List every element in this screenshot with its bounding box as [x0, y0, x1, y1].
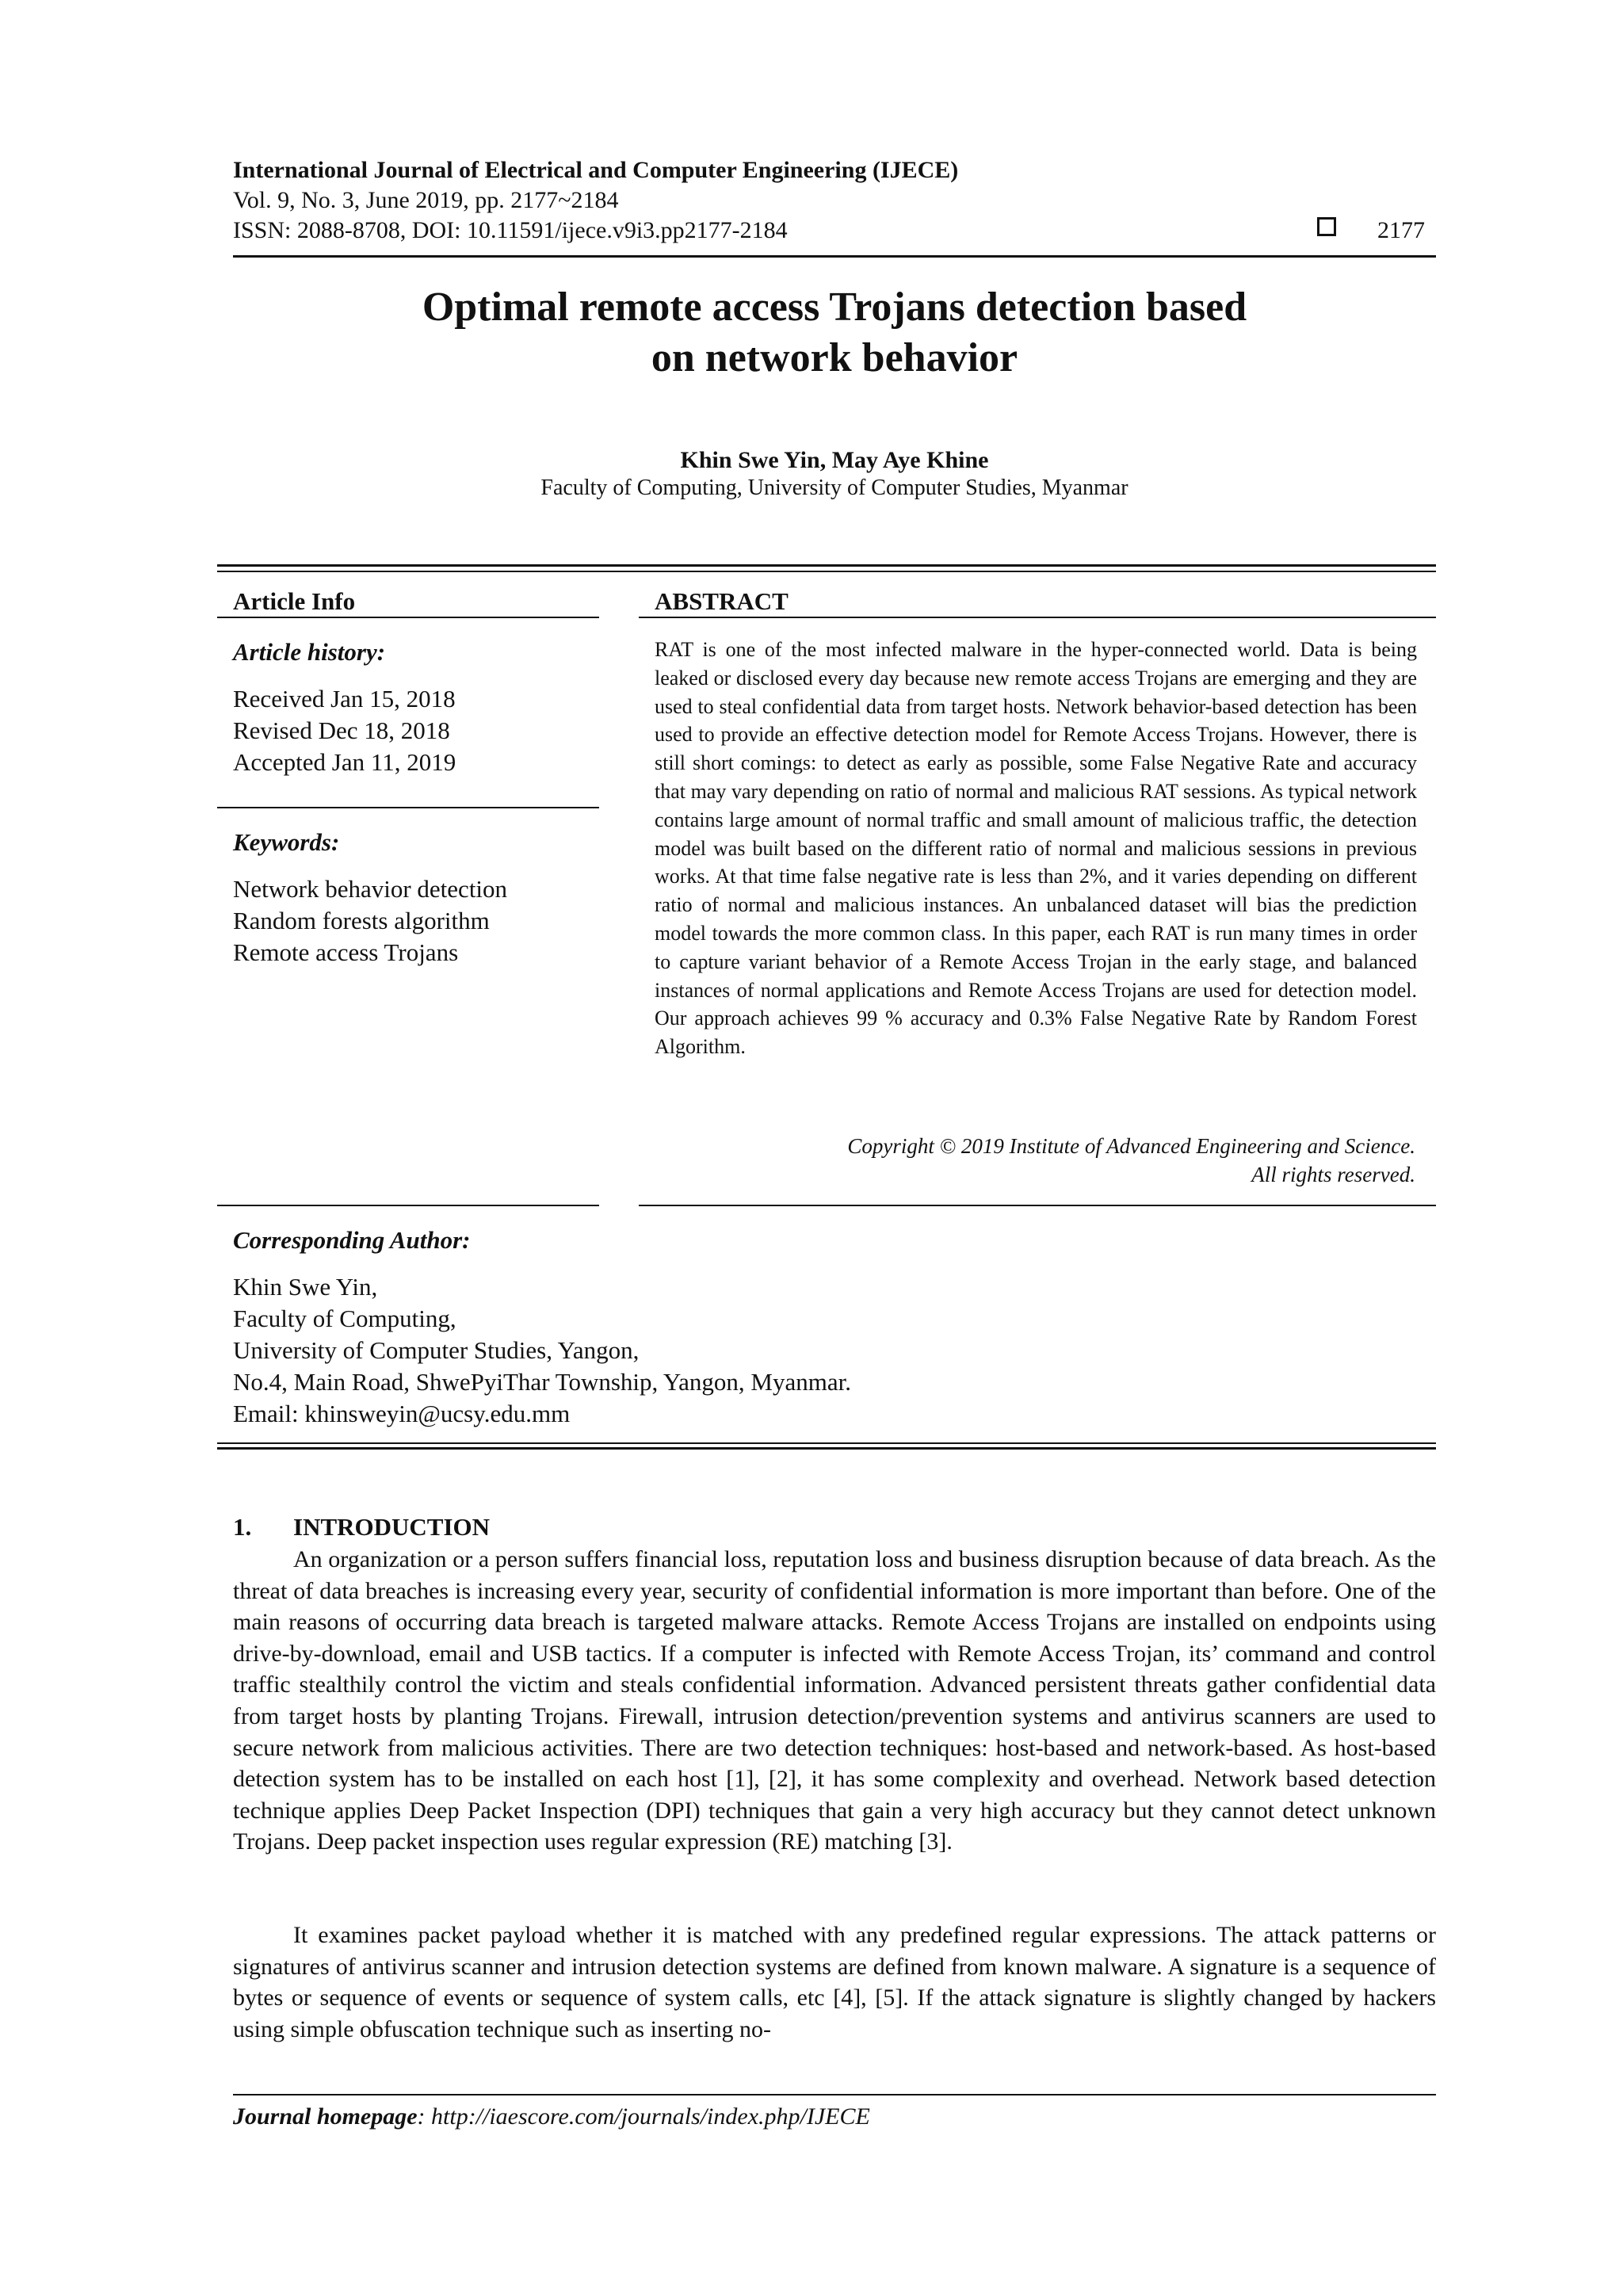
author-university: University of Computer Studies, Yangon, [233, 1336, 640, 1364]
affiliation: Faculty of Computing, University of Computer Studies, Myanmar [540, 476, 1128, 500]
copyright-line: Copyright © 2019 Institute of Advanced Engineering and Science. [847, 1134, 1415, 1158]
info-box-bottom-rule-thin [217, 1442, 1436, 1444]
section-number: 1. [233, 1513, 252, 1541]
homepage-label: Journal homepage [233, 2103, 418, 2130]
author-faculty: Faculty of Computing, [233, 1305, 456, 1332]
abstract-heading: ABSTRACT [655, 587, 789, 615]
abstract-text: RAT is one of the most infected malware in the hyper-connected world. Data is being leaked or disclosed every day because new remote access Trojans are emerging and they are used to steal confidential data from target hosts. Network behavior-based detection has been used to provide an effective detection model for Remote Access Trojans. However, there is still short comings: to detect as early as possible, some False Negative Rate and accuracy that may vary depending on ratio of normal and malicious RAT sessions. As typical network contains large amount of normal traffic and small amount of malicious traffic, the detection model was built based on the different ratio of normal and malicious sessions in previous works. At that time false negative rate is less than 2%, and it varies depending on different ratio of normal and malicious instances. An unbalanced dataset will bias the prediction model towards the more common class. In this paper, each RAT is run many times in order to capture variant behavior of a Remote Access Trojan in the early stage, and balanced instances of normal applications and Remote Access Trojans are used for detection model. Our approach achieves 99 % accuracy and 0.3% False Negative Rate by Random Forest Algorithm. [655, 638, 1417, 1059]
introduction-heading: INTRODUCTION [293, 1513, 491, 1541]
abstract-bottom-rule [639, 1205, 1436, 1206]
info-box-bottom-rule [217, 1447, 1436, 1450]
corresponding-author-heading: Corresponding Author: [233, 1226, 471, 1254]
history-received: Received Jan 15, 2018 [233, 685, 456, 712]
volume-line: Vol. 9, No. 3, June 2019, pp. 2177~2184 [233, 187, 619, 213]
author-name: Khin Swe Yin, [233, 1273, 378, 1301]
issn-line: ISSN: 2088-8708, DOI: 10.11591/ijece.v9i3.pp2177-2184 [233, 217, 788, 243]
article-info-heading: Article Info [233, 587, 356, 615]
paper-title [233, 282, 1436, 384]
introduction-paragraph-2: It examines packet payload whether it is matched with any predefined regular expressions. The attack patterns or signatures of antivirus scanner and intrusion detection systems are defined from known malware. A signature is a sequence of bytes or sequence of events or sequence of system calls, etc [4], [5]. If the attack signature is slightly changed by hackers using simple obfuscation technique such as inserting no- [233, 1922, 1436, 2042]
page-number: 2177 [1377, 217, 1425, 243]
journal-homepage [233, 2102, 870, 2132]
header-rule [233, 255, 1436, 258]
keywords-heading: Keywords: [233, 828, 340, 856]
author-email: Email: khinsweyin@ucsy.edu.mm [233, 1400, 571, 1427]
history-accepted: Accepted Jan 11, 2019 [233, 748, 456, 776]
info-box-top-rule [217, 564, 1436, 567]
abstract-rule [639, 617, 1436, 618]
title-line: Optimal remote access Trojans detection based [422, 285, 1247, 330]
introduction-paragraph-1: An organization or a person suffers financial loss, reputation loss and business disruption because of data breach. As the threat of data breaches is increasing every year, security of confidential information is more important than before. One of the main reasons of occurring data breach is targeted malware attacks. Remote Access Trojans are installed on endpoints using drive-by-download, email and USB tactics. If a computer is infected with Remote Access Trojan, its’ command and control traffic stealthily control the victim and steals confidential information. Advanced persistent threats gather confidential data from target hosts by planting Trojans. Firewall, intrusion detection/prevention systems and antivirus scanners are used to secure network from malicious activities. There are two detection techniques: host-based and network-based. As host-based detection system has to be installed on each host [1], [2], it has some complexity and overhead. Network based detection technique applies Deep Packet Inspection (DPI) techniques that gain a very high accuracy but they cannot detect unknown Trojans. Deep packet inspection uses regular expression (RE) matching [3]. [233, 1546, 1436, 1855]
title-line: on network behavior [651, 335, 1018, 380]
authors: Khin Swe Yin, May Aye Khine [680, 447, 989, 473]
keyword-item: Network behavior detection [233, 875, 508, 903]
journal-name: International Journal of Electrical and Computer Engineering (IJECE) [233, 157, 959, 183]
left-column-bottom-rule [217, 1205, 599, 1206]
keyword-item: Remote access Trojans [233, 938, 459, 966]
history-revised: Revised Dec 18, 2018 [233, 716, 450, 744]
square-icon [1317, 217, 1336, 236]
footer-rule [233, 2094, 1436, 2095]
rights-line: All rights reserved. [1251, 1163, 1415, 1186]
info-box-top-rule-thin [217, 571, 1436, 572]
history-rule [217, 807, 599, 808]
keyword-item: Random forests algorithm [233, 907, 490, 934]
homepage-url[interactable]: : http://iaescore.com/journals/index.php/IJECE [417, 2103, 870, 2130]
article-info-rule [217, 617, 599, 618]
article-history-heading: Article history: [233, 638, 386, 666]
author-address: No.4, Main Road, ShwePyiThar Township, Yangon, Myanmar. [233, 1368, 851, 1396]
